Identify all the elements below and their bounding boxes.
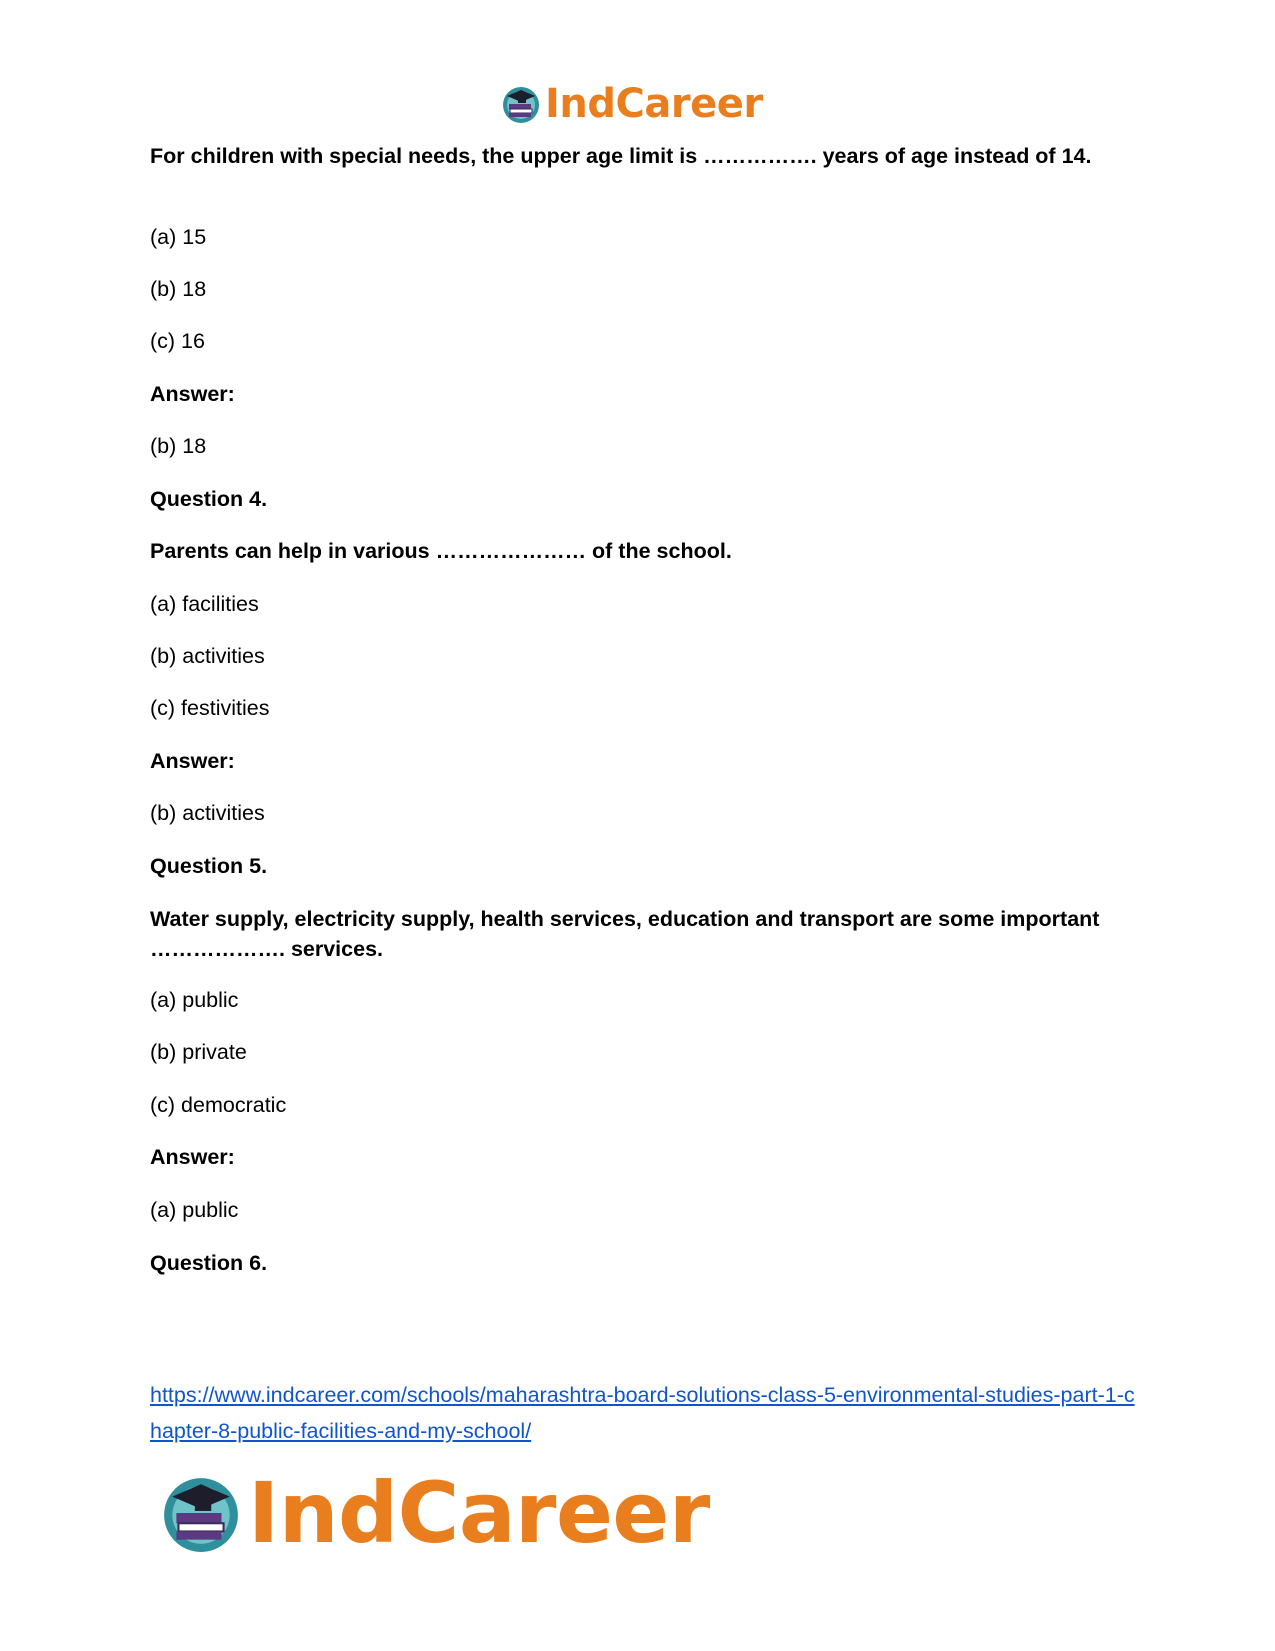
- brand-wordmark: IndCareer: [545, 81, 763, 127]
- q4-option-a: (a) facilities: [150, 592, 259, 616]
- q3-option-b: (b) 18: [150, 277, 207, 301]
- q3-answer-label: Answer:: [150, 382, 235, 406]
- footer-logo: [160, 1463, 710, 1563]
- question-5-text: Water supply, electricity supply, health services, education and transport are some important ………………. services.: [150, 907, 1100, 961]
- q5-option-b: (b) private: [150, 1040, 247, 1064]
- question-6-heading: Question 6.: [150, 1251, 268, 1275]
- q5-answer-label: Answer:: [150, 1145, 235, 1169]
- question-4-heading: Question 4.: [150, 487, 268, 511]
- question-3-text: For children with special needs, the upper age limit is ……………. years of age instead of 14.: [150, 144, 1092, 168]
- q3-option-a: (a) 15: [150, 225, 207, 249]
- q3-answer: (b) 18: [150, 434, 207, 458]
- q5-option-c: (c) democratic: [150, 1093, 287, 1117]
- q4-answer-label: Answer:: [150, 749, 235, 773]
- question-5-heading: Question 5.: [150, 854, 268, 878]
- header-logo: [501, 80, 763, 128]
- brand-wordmark: IndCareer: [248, 1464, 710, 1562]
- q4-option-c: (c) festivities: [150, 696, 270, 720]
- q4-option-b: (b) activities: [150, 644, 265, 668]
- q4-answer: (b) activities: [150, 801, 265, 825]
- graduation-book-icon: [160, 1472, 242, 1554]
- q5-option-a: (a) public: [150, 988, 239, 1012]
- question-4-text: Parents can help in various ………………… of the school.: [150, 539, 732, 563]
- source-link[interactable]: https://www.indcareer.com/schools/maharashtra-board-solutions-class-5-environmental-studies-part-1-chapter-8-public-facilities-and-my-school/: [150, 1383, 1135, 1443]
- q5-answer: (a) public: [150, 1198, 239, 1222]
- q3-option-c: (c) 16: [150, 329, 205, 353]
- graduation-book-icon: [501, 84, 541, 124]
